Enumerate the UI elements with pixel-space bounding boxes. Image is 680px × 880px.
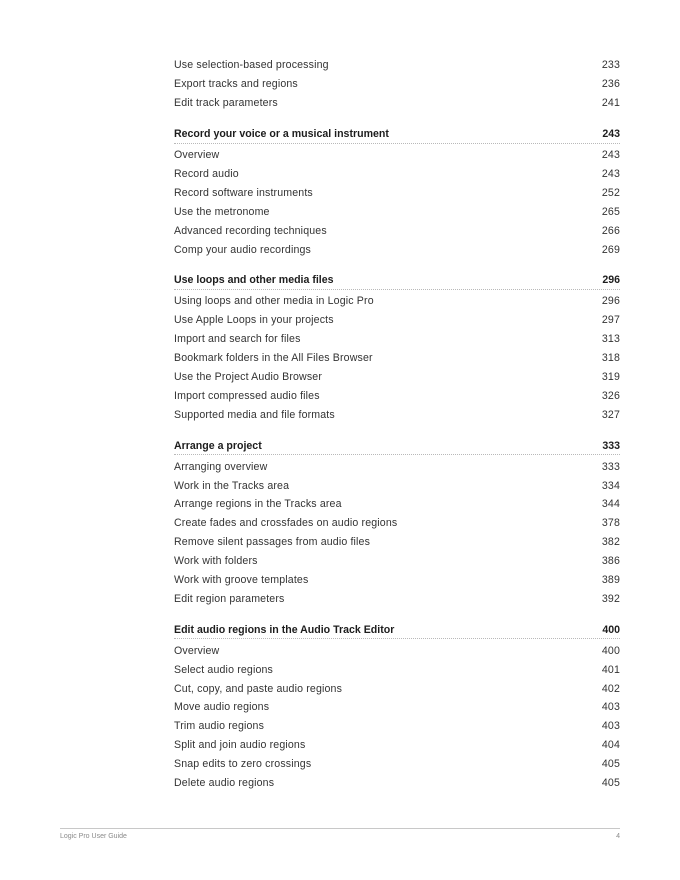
toc-entry-page: 405 xyxy=(601,758,620,771)
section-heading-page: 296 xyxy=(602,274,620,287)
toc-entry[interactable] xyxy=(174,476,620,495)
toc-entry-title: Snap edits to zero crossings xyxy=(174,758,312,771)
toc-entry-page: 265 xyxy=(601,205,620,218)
toc-entry[interactable] xyxy=(174,349,620,368)
toc-entry-title: Split and join audio regions xyxy=(174,739,306,752)
toc-entry[interactable] xyxy=(174,571,620,590)
toc-entry-title: Arranging overview xyxy=(174,460,268,473)
toc-entry-title: Use Apple Loops in your projects xyxy=(174,314,334,327)
toc-entry[interactable] xyxy=(174,755,620,774)
toc-section xyxy=(174,125,620,259)
section-heading-title: Use loops and other media files xyxy=(174,274,334,287)
toc-entry-title: Work with folders xyxy=(174,555,258,568)
toc-entry-page: 252 xyxy=(601,186,620,199)
toc-section-heading[interactable] xyxy=(174,437,620,456)
toc-entry-page: 296 xyxy=(601,295,620,308)
toc-entry-title: Move audio regions xyxy=(174,701,270,714)
toc-entry[interactable] xyxy=(174,514,620,533)
toc-entry-title: Use the Project Audio Browser xyxy=(174,371,323,384)
toc-entry[interactable] xyxy=(174,202,620,221)
toc-entry-title: Delete audio regions xyxy=(174,777,275,790)
toc-entry-title: Create fades and crossfades on audio regions xyxy=(174,517,398,530)
page-footer xyxy=(60,828,620,840)
toc-entry-page: 241 xyxy=(601,97,620,110)
toc-entry[interactable] xyxy=(174,368,620,387)
footer-page-number: 4 xyxy=(616,833,620,840)
toc-entry-title: Using loops and other media in Logic Pro xyxy=(174,295,374,308)
toc-entry[interactable] xyxy=(174,146,620,165)
toc-entry-page: 269 xyxy=(601,243,620,256)
toc-entry-page: 236 xyxy=(601,78,620,91)
toc-entry[interactable] xyxy=(174,405,620,424)
toc-entry[interactable] xyxy=(174,457,620,476)
toc-section-heading[interactable] xyxy=(174,125,620,144)
toc-entry[interactable] xyxy=(174,698,620,717)
toc-entry[interactable] xyxy=(174,774,620,793)
toc-entry-title: Comp your audio recordings xyxy=(174,243,311,256)
toc-entry-title: Record software instruments xyxy=(174,186,313,199)
toc-entry-title: Overview xyxy=(174,149,220,162)
toc-entry-page: 266 xyxy=(601,224,620,237)
toc-entry-title: Work in the Tracks area xyxy=(174,479,290,492)
toc-entry-title: Cut, copy, and paste audio regions xyxy=(174,682,343,695)
toc-entry-title: Use selection-based processing xyxy=(174,59,329,72)
toc-sections xyxy=(174,125,620,792)
toc-entry-title: Supported media and file formats xyxy=(174,408,335,421)
toc-entry-page: 313 xyxy=(601,333,620,346)
toc-entry[interactable] xyxy=(174,660,620,679)
toc-entry[interactable] xyxy=(174,495,620,514)
toc-entry[interactable] xyxy=(174,736,620,755)
toc-entry-title: Remove silent passages from audio files xyxy=(174,536,371,549)
toc-entry-title: Bookmark folders in the All Files Browser xyxy=(174,352,373,365)
toc-entry-page: 327 xyxy=(601,408,620,421)
toc-entry[interactable] xyxy=(174,221,620,240)
table-of-contents xyxy=(174,56,620,793)
toc-section-heading[interactable] xyxy=(174,621,620,640)
section-heading-page: 243 xyxy=(602,127,620,140)
toc-entry-page: 382 xyxy=(601,536,620,549)
toc-entry-page: 386 xyxy=(601,555,620,568)
toc-entry-page: 403 xyxy=(601,701,620,714)
toc-entry[interactable] xyxy=(174,533,620,552)
intro-entries xyxy=(174,56,620,113)
toc-entry[interactable] xyxy=(174,240,620,259)
toc-entry-title: Use the metronome xyxy=(174,205,270,218)
toc-entry-title: Export tracks and regions xyxy=(174,78,298,91)
footer-doc-title: Logic Pro User Guide xyxy=(60,833,127,840)
toc-entry-title: Record audio xyxy=(174,168,239,180)
toc-entry-title: Select audio regions xyxy=(174,663,273,676)
toc-entry[interactable] xyxy=(174,292,620,311)
toc-entry-page: 401 xyxy=(601,663,620,676)
toc-entry[interactable] xyxy=(174,330,620,349)
toc-entry-page: 404 xyxy=(601,739,620,752)
section-heading-title: Edit audio regions in the Audio Track Editor xyxy=(174,623,395,636)
toc-entry-page: 243 xyxy=(601,149,620,162)
toc-entry[interactable] xyxy=(174,75,620,94)
toc-section xyxy=(174,272,620,425)
toc-entry-page: 333 xyxy=(601,460,620,473)
toc-entry[interactable] xyxy=(174,589,620,608)
toc-entry-title: Import compressed audio files xyxy=(174,389,320,402)
toc-entry-page: 344 xyxy=(601,498,620,511)
toc-entry-page: 392 xyxy=(601,592,620,605)
toc-entry[interactable] xyxy=(174,56,620,75)
section-heading-title: Arrange a project xyxy=(174,439,262,452)
toc-entry-title: Edit track parameters xyxy=(174,97,278,110)
section-heading-page: 400 xyxy=(602,623,620,636)
toc-entry-page: 389 xyxy=(601,574,620,587)
toc-entry-title: Work with groove templates xyxy=(174,574,309,587)
toc-entry[interactable] xyxy=(174,717,620,736)
toc-section-heading[interactable] xyxy=(174,272,620,291)
toc-entry[interactable] xyxy=(174,386,620,405)
toc-entry-page: 402 xyxy=(601,682,620,695)
toc-entry-page: 297 xyxy=(601,314,620,327)
toc-entry-title: Edit region parameters xyxy=(174,592,285,605)
toc-entry[interactable] xyxy=(174,94,620,113)
toc-entry-page: 243 xyxy=(601,168,620,180)
toc-section xyxy=(174,621,620,793)
toc-entry[interactable] xyxy=(174,641,620,660)
toc-entry[interactable] xyxy=(174,552,620,571)
toc-entry-title: Overview xyxy=(174,644,220,657)
section-heading-title: Record your voice or a musical instrument xyxy=(174,127,389,140)
toc-entry-page: 405 xyxy=(601,777,620,790)
toc-entry-page: 233 xyxy=(601,59,620,72)
toc-entry-page: 318 xyxy=(601,352,620,365)
toc-entry-page: 378 xyxy=(601,517,620,530)
toc-entry[interactable] xyxy=(174,165,620,184)
toc-entry[interactable] xyxy=(174,183,620,202)
section-heading-page: 333 xyxy=(602,439,620,452)
toc-entry-page: 319 xyxy=(601,371,620,384)
toc-entry[interactable] xyxy=(174,679,620,698)
toc-entry-title: Import and search for files xyxy=(174,333,301,346)
toc-entry-page: 400 xyxy=(601,644,620,657)
toc-entry-page: 334 xyxy=(601,479,620,492)
toc-entry-page: 326 xyxy=(601,389,620,402)
toc-entry-title: Advanced recording techniques xyxy=(174,224,327,237)
toc-entry-title: Arrange regions in the Tracks area xyxy=(174,498,342,511)
toc-entry-title: Trim audio regions xyxy=(174,720,265,733)
toc-section xyxy=(174,437,620,609)
toc-entry-page: 403 xyxy=(601,720,620,733)
toc-entry[interactable] xyxy=(174,311,620,330)
